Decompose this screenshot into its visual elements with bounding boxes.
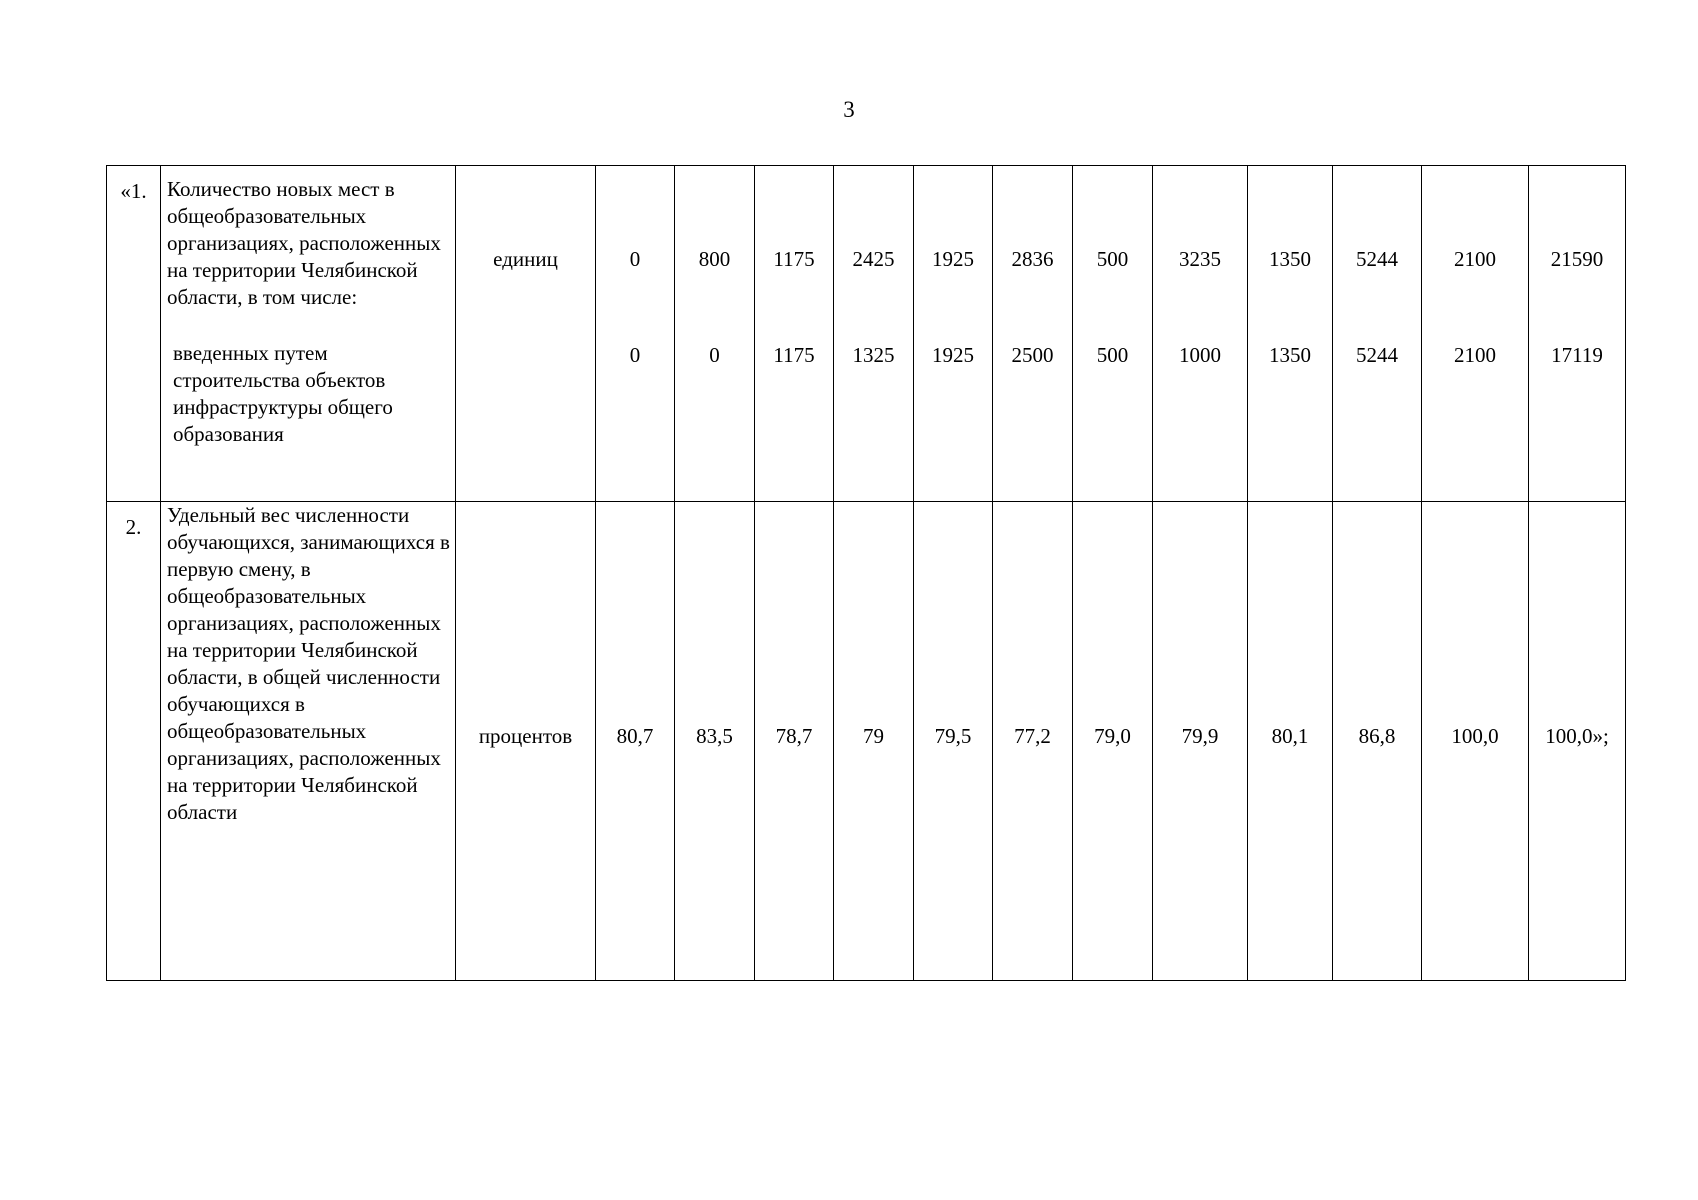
value: 500	[1096, 247, 1129, 271]
value-cell	[1529, 166, 1626, 502]
value-cell	[596, 166, 675, 502]
sub-value: 1925	[932, 343, 974, 367]
unit-label: процентов	[456, 502, 596, 981]
sub-value: 17119	[1551, 343, 1603, 367]
value-cell	[993, 166, 1073, 502]
value: 3235	[1179, 247, 1221, 271]
indicator-sub-label: введенных путем строительства объектов инфраструктуры общего образования	[173, 341, 393, 446]
row-number: 2.	[107, 502, 161, 981]
indicator-label: Удельный вес численности обучающихся, занимающихся в первую смену, в общеобразовательных организациях, расположенных на территории Челябинской области, в общей численности обучающихся в общеобразовательных организациях, расположенных на территории Челябинской области	[161, 502, 456, 981]
value: 0	[629, 247, 641, 271]
value: 100,0»;	[1529, 502, 1626, 981]
value: 100,0	[1422, 502, 1529, 981]
sub-value: 500	[1096, 343, 1129, 367]
value-cell	[755, 166, 834, 502]
unit-label: единиц	[493, 247, 558, 271]
sub-value: 0	[629, 343, 641, 367]
value: 2425	[852, 247, 895, 271]
sub-value: 5244	[1356, 343, 1398, 367]
row-number: «1.	[107, 166, 161, 502]
value: 83,5	[675, 502, 755, 981]
page-number: 3	[843, 97, 855, 122]
value-cell	[1248, 166, 1333, 502]
value-cell	[1153, 166, 1248, 502]
indicator-main-label: Количество новых мест в общеобразовательных организациях, расположенных на территории Челябинской области, в том числе:	[167, 177, 441, 309]
sub-value: 2100	[1454, 343, 1496, 367]
table-row	[107, 502, 1626, 981]
value-cell	[914, 166, 993, 502]
value: 1350	[1269, 247, 1311, 271]
sub-value: 0	[709, 343, 720, 367]
sub-value: 2500	[1011, 343, 1054, 367]
value: 800	[698, 247, 731, 271]
value: 77,2	[993, 502, 1073, 981]
value: 1175	[773, 247, 815, 271]
value: 2836	[1011, 247, 1054, 271]
value-cell	[675, 166, 755, 502]
value: 79,0	[1073, 502, 1153, 981]
sub-value: 1350	[1269, 343, 1311, 367]
sub-value: 1325	[852, 343, 895, 367]
value: 80,1	[1248, 502, 1333, 981]
value-cell	[1333, 166, 1422, 502]
value: 86,8	[1333, 502, 1422, 981]
unit-cell	[456, 166, 596, 502]
value: 80,7	[596, 502, 675, 981]
value: 5244	[1356, 247, 1398, 271]
sub-value: 1000	[1179, 343, 1221, 367]
value: 21590	[1550, 247, 1604, 271]
value: 1925	[932, 247, 974, 271]
value-cell	[1422, 166, 1529, 502]
value: 78,7	[755, 502, 834, 981]
table-row	[107, 166, 1626, 502]
value: 79,5	[914, 502, 993, 981]
sub-value: 1175	[773, 343, 815, 367]
indicators-table	[106, 165, 1626, 981]
value-cell	[1073, 166, 1153, 502]
value: 79	[834, 502, 914, 981]
value-cell	[834, 166, 914, 502]
indicator-label	[161, 166, 456, 502]
value: 79,9	[1153, 502, 1248, 981]
value: 2100	[1454, 247, 1496, 271]
